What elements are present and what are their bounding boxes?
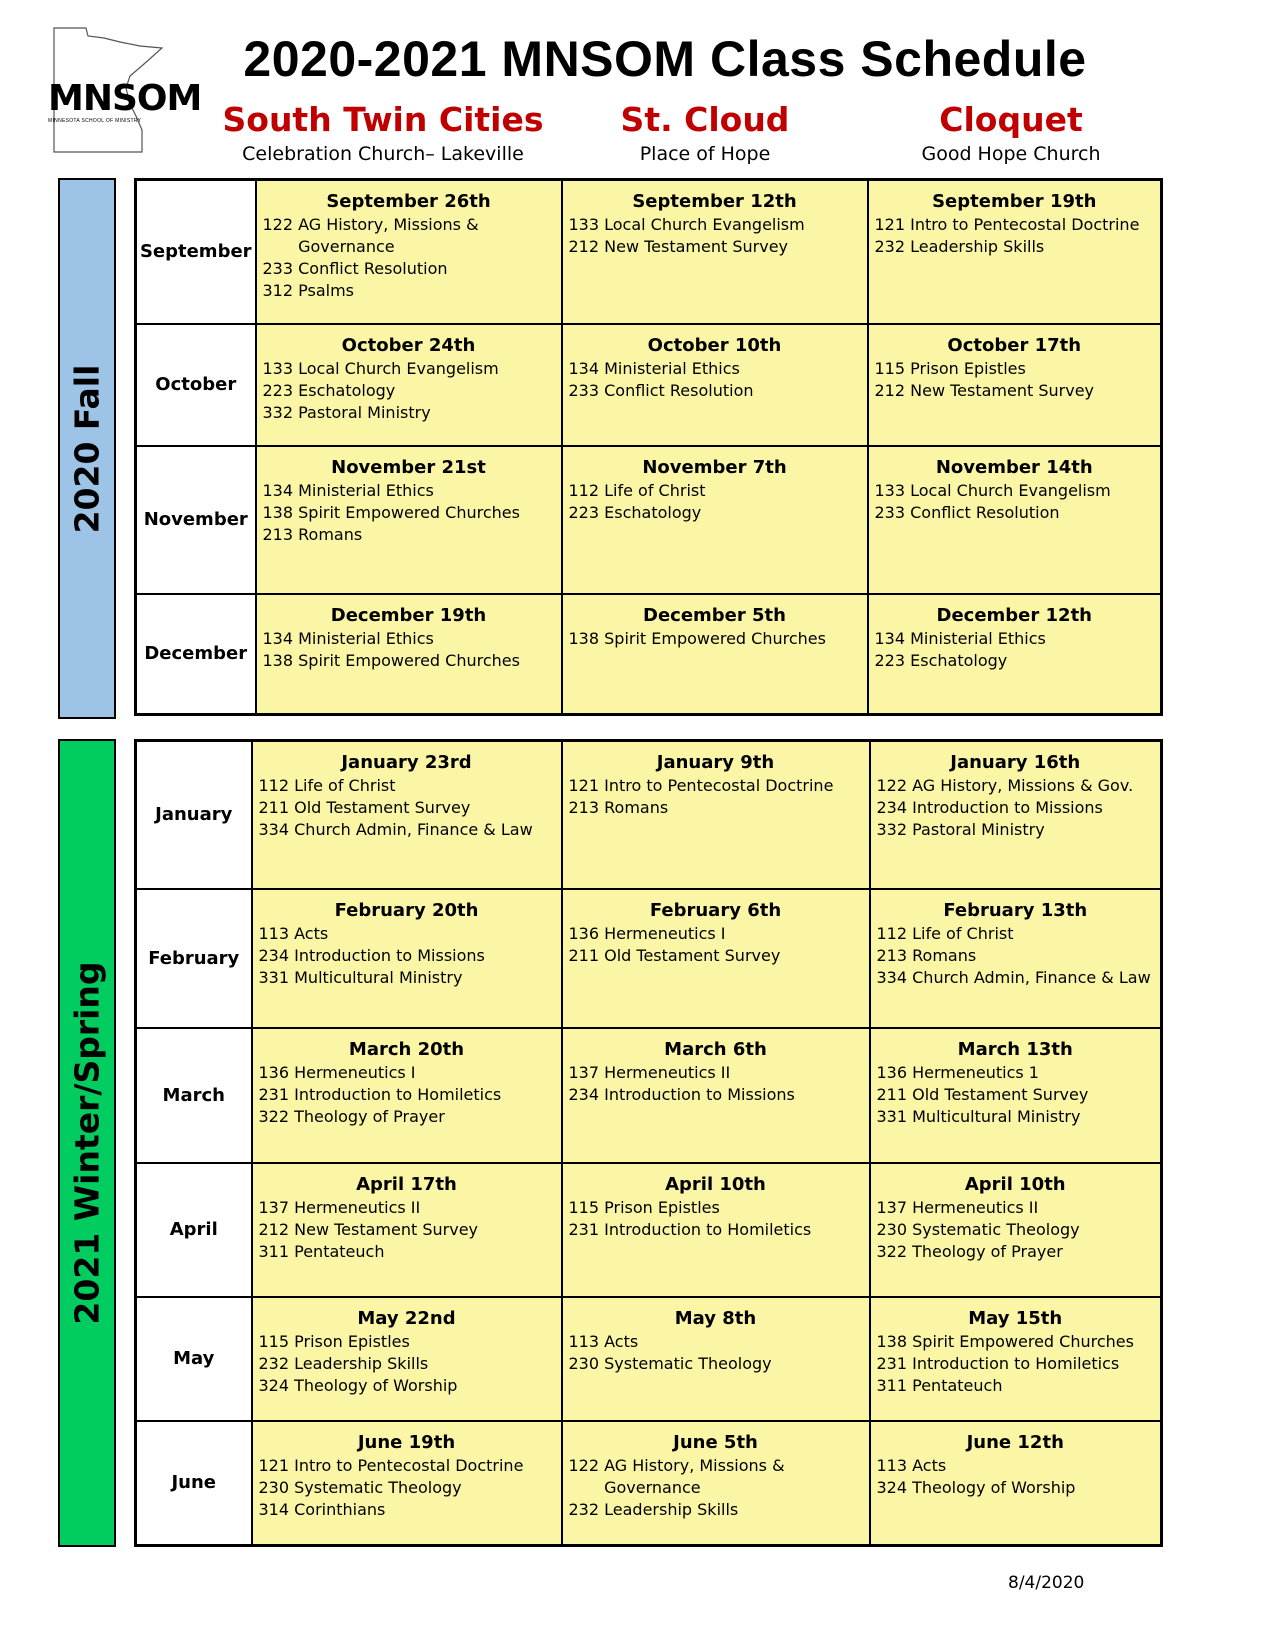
month-label: October bbox=[136, 324, 256, 446]
schedule-cell bbox=[562, 1028, 870, 1163]
course-item: 113 Acts bbox=[258, 923, 329, 943]
class-date: April 10th bbox=[964, 1173, 1066, 1195]
schedule-row-october bbox=[136, 324, 1162, 446]
schedule-cell bbox=[562, 594, 868, 715]
month-label: September bbox=[136, 180, 256, 324]
course-item: 134 Ministerial Ethics bbox=[874, 628, 1046, 648]
class-date: May 22nd bbox=[357, 1307, 456, 1329]
revision-date: 8/4/2020 bbox=[1008, 1573, 1085, 1593]
month-label: December bbox=[136, 594, 256, 715]
course-item: 230 Systematic Theology bbox=[568, 1353, 772, 1373]
month-label: February bbox=[136, 889, 252, 1028]
class-date: June 5th bbox=[673, 1431, 758, 1453]
course-item: Governance bbox=[568, 1477, 701, 1497]
course-item: 234 Introduction to Missions bbox=[258, 945, 485, 965]
course-list bbox=[257, 479, 561, 546]
class-date: September 12th bbox=[632, 191, 797, 212]
course-item: 230 Systematic Theology bbox=[258, 1477, 462, 1497]
schedule-cell bbox=[252, 1297, 562, 1421]
course-list bbox=[563, 627, 867, 650]
campus-header-south-twin-cities bbox=[218, 100, 548, 166]
schedule-cell bbox=[252, 889, 562, 1028]
course-item: 332 Pastoral Ministry bbox=[262, 402, 431, 422]
class-date: January 16th bbox=[950, 752, 1081, 773]
course-list bbox=[871, 1061, 1161, 1128]
campus-name: Cloquet bbox=[939, 100, 1083, 139]
class-date: October 10th bbox=[647, 334, 782, 356]
course-list bbox=[563, 922, 869, 967]
course-item: 138 Spirit Empowered Churches bbox=[262, 650, 520, 670]
course-item: 232 Leadership Skills bbox=[568, 1499, 739, 1519]
course-list bbox=[253, 1196, 561, 1263]
course-item: 115 Prison Epistles bbox=[568, 1197, 720, 1217]
course-item: 211 Old Testament Survey bbox=[258, 798, 471, 817]
course-list bbox=[253, 774, 561, 841]
course-item: 211 Old Testament Survey bbox=[876, 1084, 1089, 1104]
course-item: 213 Romans bbox=[262, 524, 363, 544]
class-date: December 19th bbox=[330, 604, 487, 626]
course-item: 136 Hermeneutics I bbox=[568, 923, 726, 943]
course-item: 334 Church Admin, Finance & Law bbox=[258, 820, 533, 839]
class-date: November 14th bbox=[935, 456, 1093, 478]
class-date: January 23rd bbox=[341, 752, 472, 773]
schedule-cell bbox=[562, 889, 870, 1028]
logo-wordmark: MNSOM bbox=[48, 78, 202, 119]
class-date: September 19th bbox=[932, 191, 1097, 212]
course-item: 223 Eschatology bbox=[262, 380, 396, 400]
month-label: January bbox=[136, 741, 252, 889]
course-item: 331 Multicultural Ministry bbox=[258, 967, 463, 987]
course-item: 232 Leadership Skills bbox=[874, 237, 1045, 256]
class-date: April 17th bbox=[356, 1173, 457, 1195]
course-item: 213 Romans bbox=[876, 945, 977, 965]
spring-schedule-table bbox=[134, 739, 1163, 1547]
class-date: April 10th bbox=[665, 1173, 766, 1195]
schedule-cell bbox=[562, 1163, 870, 1297]
schedule-cell bbox=[562, 446, 868, 594]
course-item: 324 Theology of Worship bbox=[258, 1375, 458, 1395]
schedule-cell bbox=[870, 741, 1162, 889]
campus-header-cloquet bbox=[846, 100, 1176, 166]
course-item: 223 Eschatology bbox=[568, 502, 702, 522]
schedule-row-november bbox=[136, 446, 1162, 594]
schedule-cell bbox=[562, 1297, 870, 1421]
course-list bbox=[869, 479, 1161, 524]
class-date: March 13th bbox=[957, 1038, 1073, 1060]
course-item: 332 Pastoral Ministry bbox=[876, 820, 1045, 839]
course-item: 136 Hermeneutics I bbox=[258, 1062, 416, 1082]
class-date: February 20th bbox=[334, 899, 479, 921]
course-item: 138 Spirit Empowered Churches bbox=[876, 1331, 1134, 1351]
class-date: October 24th bbox=[341, 334, 476, 356]
schedule-cell bbox=[252, 1028, 562, 1163]
schedule-row-february bbox=[136, 889, 1162, 1028]
course-item: 113 Acts bbox=[876, 1455, 947, 1475]
schedule-cell bbox=[256, 324, 562, 446]
course-list bbox=[869, 627, 1161, 672]
class-date: December 12th bbox=[936, 604, 1092, 626]
course-item: 138 Spirit Empowered Churches bbox=[262, 502, 520, 522]
schedule-row-january bbox=[136, 741, 1162, 889]
month-label: June bbox=[136, 1421, 252, 1546]
campus-venue: Place of Hope bbox=[639, 143, 771, 165]
schedule-cell bbox=[562, 1421, 870, 1546]
course-list bbox=[563, 1196, 869, 1241]
schedule-cell bbox=[870, 889, 1162, 1028]
course-item: 122 AG History, Missions & Gov. bbox=[876, 776, 1134, 795]
course-item: 134 Ministerial Ethics bbox=[262, 480, 434, 500]
fall-schedule-table bbox=[134, 178, 1163, 716]
course-list bbox=[871, 922, 1161, 989]
schedule-cell bbox=[870, 1163, 1162, 1297]
course-item: 115 Prison Epistles bbox=[258, 1331, 410, 1351]
course-item: 112 Life of Christ bbox=[568, 480, 706, 500]
class-date: March 6th bbox=[664, 1038, 767, 1060]
schedule-cell bbox=[562, 180, 868, 324]
schedule-cell bbox=[868, 324, 1162, 446]
class-date: March 20th bbox=[348, 1038, 465, 1060]
course-item: 234 Introduction to Missions bbox=[876, 798, 1103, 817]
schedule-cell bbox=[256, 446, 562, 594]
course-item: 137 Hermeneutics II bbox=[258, 1197, 421, 1217]
schedule-cell bbox=[252, 1163, 562, 1297]
class-date: January 9th bbox=[656, 752, 775, 773]
course-item: 311 Pentateuch bbox=[258, 1241, 385, 1261]
course-item: 212 New Testament Survey bbox=[568, 237, 789, 256]
course-list bbox=[871, 774, 1161, 841]
schedule-row-april bbox=[136, 1163, 1162, 1297]
course-item: 134 Ministerial Ethics bbox=[262, 628, 434, 648]
campus-header-st-cloud bbox=[540, 100, 870, 166]
month-label: April bbox=[136, 1163, 252, 1297]
course-item: 121 Intro to Pentecostal Doctrine bbox=[568, 776, 834, 795]
page-title: 2020-2021 MNSOM Class Schedule bbox=[243, 31, 1087, 87]
course-item: 213 Romans bbox=[568, 798, 669, 817]
course-item: 322 Theology of Prayer bbox=[876, 1241, 1063, 1261]
course-list bbox=[253, 1330, 561, 1397]
course-item: 212 New Testament Survey bbox=[258, 1219, 479, 1239]
class-date: June 19th bbox=[357, 1431, 456, 1453]
course-list bbox=[257, 213, 561, 302]
schedule-cell bbox=[868, 594, 1162, 715]
course-item: 133 Local Church Evangelism bbox=[874, 480, 1111, 500]
course-item: 231 Introduction to Homiletics bbox=[568, 1219, 812, 1239]
course-item: 312 Psalms bbox=[262, 281, 354, 300]
class-date: February 13th bbox=[943, 899, 1088, 921]
schedule-cell bbox=[870, 1421, 1162, 1546]
course-list bbox=[871, 1196, 1161, 1263]
campus-venue: Good Hope Church bbox=[921, 143, 1101, 165]
course-list bbox=[253, 1454, 561, 1521]
course-item: 122 AG History, Missions & bbox=[568, 1455, 785, 1475]
course-list bbox=[869, 357, 1161, 402]
course-item: 115 Prison Epistles bbox=[874, 358, 1026, 378]
course-item: 137 Hermeneutics II bbox=[568, 1062, 731, 1082]
course-item: Governance bbox=[262, 237, 395, 256]
course-item: 134 Ministerial Ethics bbox=[568, 358, 740, 378]
course-item: 230 Systematic Theology bbox=[876, 1219, 1080, 1239]
course-item: 112 Life of Christ bbox=[876, 923, 1014, 943]
class-date: September 26th bbox=[326, 191, 491, 212]
campus-name: St. Cloud bbox=[620, 100, 790, 139]
campus-venue: Celebration Church– Lakeville bbox=[242, 143, 524, 165]
course-list bbox=[563, 1061, 869, 1106]
course-item: 334 Church Admin, Finance & Law bbox=[876, 967, 1151, 987]
schedule-row-march bbox=[136, 1028, 1162, 1163]
course-item: 211 Old Testament Survey bbox=[568, 945, 781, 965]
course-item: 233 Conflict Resolution bbox=[874, 502, 1060, 522]
term-label-fall bbox=[58, 178, 116, 719]
schedule-cell bbox=[562, 324, 868, 446]
schedule-row-september bbox=[136, 180, 1162, 324]
course-item: 232 Leadership Skills bbox=[258, 1353, 429, 1373]
schedule-cell bbox=[870, 1028, 1162, 1163]
schedule-row-december bbox=[136, 594, 1162, 715]
schedule-cell bbox=[252, 1421, 562, 1546]
schedule-cell bbox=[868, 446, 1162, 594]
course-item: 233 Conflict Resolution bbox=[568, 380, 754, 400]
course-item: 234 Introduction to Missions bbox=[568, 1084, 795, 1104]
logo-subtitle: MINNESOTA SCHOOL OF MINISTRY bbox=[48, 118, 142, 124]
schedule-cell bbox=[562, 741, 870, 889]
class-date: December 5th bbox=[643, 604, 786, 626]
schedule-row-may bbox=[136, 1297, 1162, 1421]
course-list bbox=[563, 1330, 869, 1375]
course-item: 121 Intro to Pentecostal Doctrine bbox=[874, 215, 1140, 234]
course-item: 112 Life of Christ bbox=[258, 776, 396, 795]
month-label: May bbox=[136, 1297, 252, 1421]
course-list bbox=[869, 213, 1161, 258]
course-item: 121 Intro to Pentecostal Doctrine bbox=[258, 1455, 524, 1475]
course-list bbox=[563, 1454, 869, 1521]
course-list bbox=[563, 774, 869, 819]
course-item: 223 Eschatology bbox=[874, 650, 1008, 670]
class-date: October 17th bbox=[947, 334, 1082, 356]
course-list bbox=[563, 213, 867, 258]
class-date: May 15th bbox=[968, 1307, 1063, 1329]
course-item: 137 Hermeneutics II bbox=[876, 1197, 1039, 1217]
month-label: November bbox=[136, 446, 256, 594]
schedule-cell bbox=[252, 741, 562, 889]
course-item: 113 Acts bbox=[568, 1331, 639, 1351]
course-item: 314 Corinthians bbox=[258, 1499, 386, 1519]
course-item: 231 Introduction to Homiletics bbox=[258, 1084, 502, 1104]
term-label-spring bbox=[58, 739, 116, 1547]
course-item: 322 Theology of Prayer bbox=[258, 1106, 445, 1126]
schedule-cell bbox=[868, 180, 1162, 324]
schedule-row-june bbox=[136, 1421, 1162, 1546]
campus-name: South Twin Cities bbox=[222, 100, 544, 139]
class-date: November 21st bbox=[331, 456, 486, 478]
schedule-cell bbox=[256, 180, 562, 324]
course-item: 136 Hermeneutics 1 bbox=[876, 1062, 1039, 1082]
mnsom-logo bbox=[44, 26, 202, 156]
course-list bbox=[253, 1061, 561, 1128]
course-item: 138 Spirit Empowered Churches bbox=[568, 628, 826, 648]
term-label-text: 2020 Fall bbox=[67, 364, 107, 533]
course-list bbox=[257, 627, 561, 672]
course-list bbox=[253, 922, 561, 989]
course-item: 233 Conflict Resolution bbox=[262, 259, 448, 278]
month-label: March bbox=[136, 1028, 252, 1163]
schedule-cell bbox=[870, 1297, 1162, 1421]
course-item: 212 New Testament Survey bbox=[874, 380, 1095, 400]
course-item: 133 Local Church Evangelism bbox=[568, 215, 805, 234]
course-item: 311 Pentateuch bbox=[876, 1375, 1003, 1395]
course-list bbox=[563, 357, 867, 402]
class-date: November 7th bbox=[642, 456, 787, 478]
course-item: 133 Local Church Evangelism bbox=[262, 358, 499, 378]
class-date: February 6th bbox=[649, 899, 782, 921]
schedule-cell bbox=[256, 594, 562, 715]
class-date: June 12th bbox=[966, 1431, 1064, 1453]
course-list bbox=[257, 357, 561, 424]
course-item: 231 Introduction to Homiletics bbox=[876, 1353, 1120, 1373]
course-item: 331 Multicultural Ministry bbox=[876, 1106, 1081, 1126]
class-date: May 8th bbox=[674, 1307, 757, 1329]
course-list bbox=[871, 1454, 1161, 1499]
course-item: 122 AG History, Missions & bbox=[262, 215, 479, 234]
course-list bbox=[871, 1330, 1161, 1397]
term-label-text: 2021 Winter/Spring bbox=[67, 961, 107, 1325]
course-list bbox=[563, 479, 867, 524]
course-item: 324 Theology of Worship bbox=[876, 1477, 1076, 1497]
